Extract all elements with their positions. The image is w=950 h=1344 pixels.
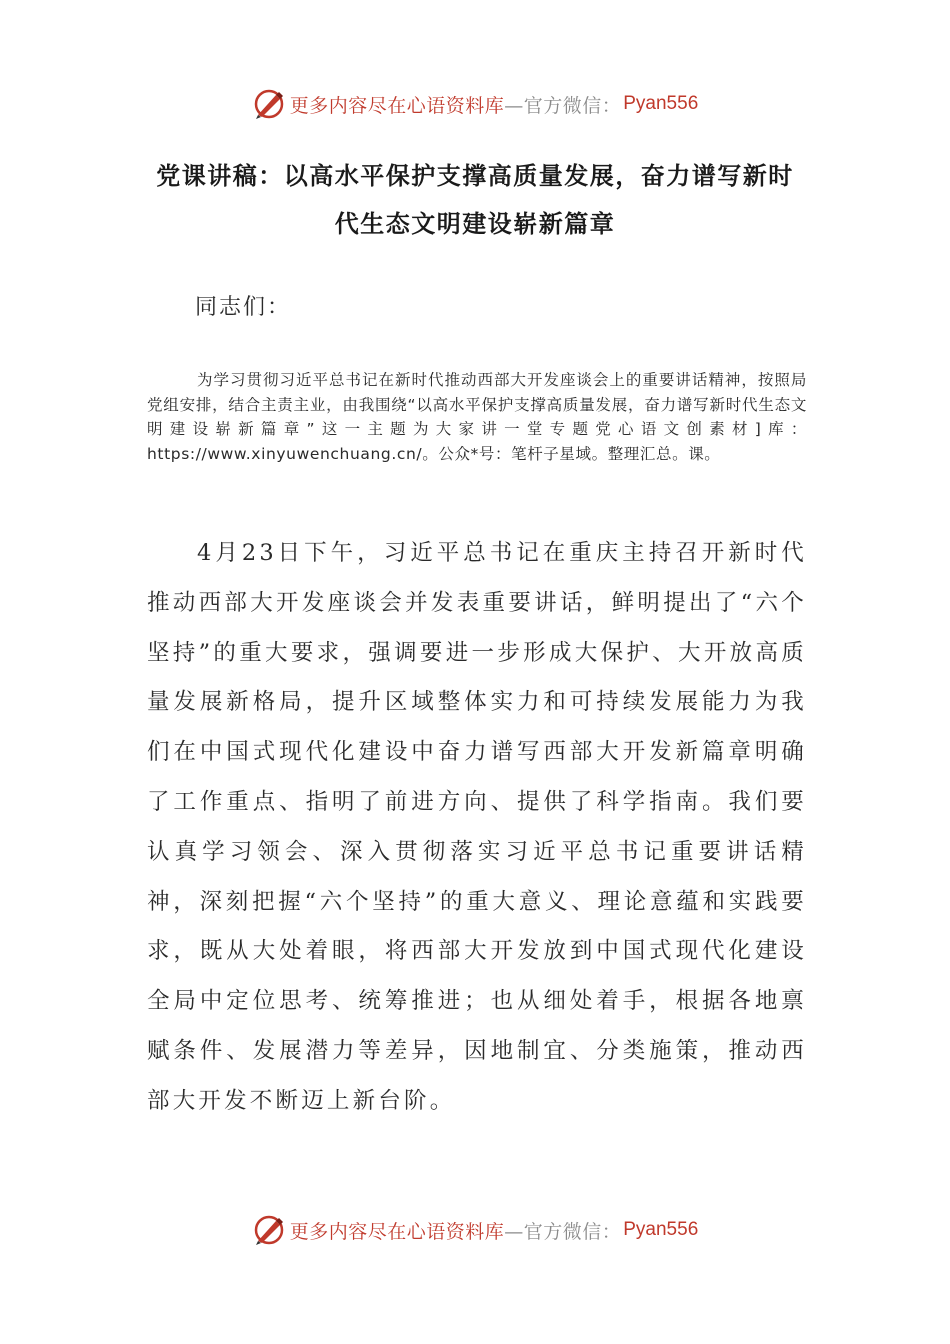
intro-paragraph: 为学习贯彻习近平总书记在新时代推动西部大开发座谈会上的重要讲话精神，按照局党组安排，结合主责主业，由我围绕“以高水平保护支撑高质量发展，奋力谱写新时代生态文明建设崭新篇章”这一主题为大家讲一堂专题党心语文创素材]库：https://www.xinyuwenchuang.cn/。公众*号：笔杆子星域。整理汇总。课。 [147,371,807,463]
banner-slogan: 更多内容尽在心语资料库 [289,1220,505,1243]
pen-logo-icon [252,87,286,121]
banner-wechat-label: —官方微信： [504,94,622,117]
banner-wechat-id: Pyan556 [623,93,699,114]
body-paragraph: 4月23日下午，习近平总书记在重庆主持召开新时代推动西部大开发座谈会并发表重要讲话，鲜明提出了“六个坚持”的重大要求，强调要进一步形成大保护、大开放高质量发展新格局，提升区域整体实力和可持续发展能力为我们在中国式现代化建设中奋力谱写西部大开发新篇章明确了工作重点、指明了前进方向、提供了科学指南。我们要认真学习领会、深入贯彻落实习近平总书记重要讲话精神，深刻把握“六个坚持”的重大意义、理论意蕴和实践要求，既从大处着眼，将西部大开发放到中国式现代化建设全局中定位思考、统筹推进；也从细处着手，根据各地禀赋条件、发展潜力等差异，因地制宜、分类施策，推动西部大开发不断迈上新台阶。 [147,540,807,1114]
banner-slogan: 更多内容尽在心语资料库 [289,94,505,117]
footer-banner [0,1210,950,1250]
pen-logo-icon [252,1213,286,1247]
document-title: 党课讲稿：以高水平保护支撑高质量发展，奋力谱写新时代生态文明建设崭新篇章 [156,162,794,238]
salutation: 同志们： [195,295,292,320]
header-banner [0,84,950,124]
banner-wechat-label: —官方微信： [504,1220,622,1243]
banner-wechat-id: Pyan556 [623,1219,699,1240]
